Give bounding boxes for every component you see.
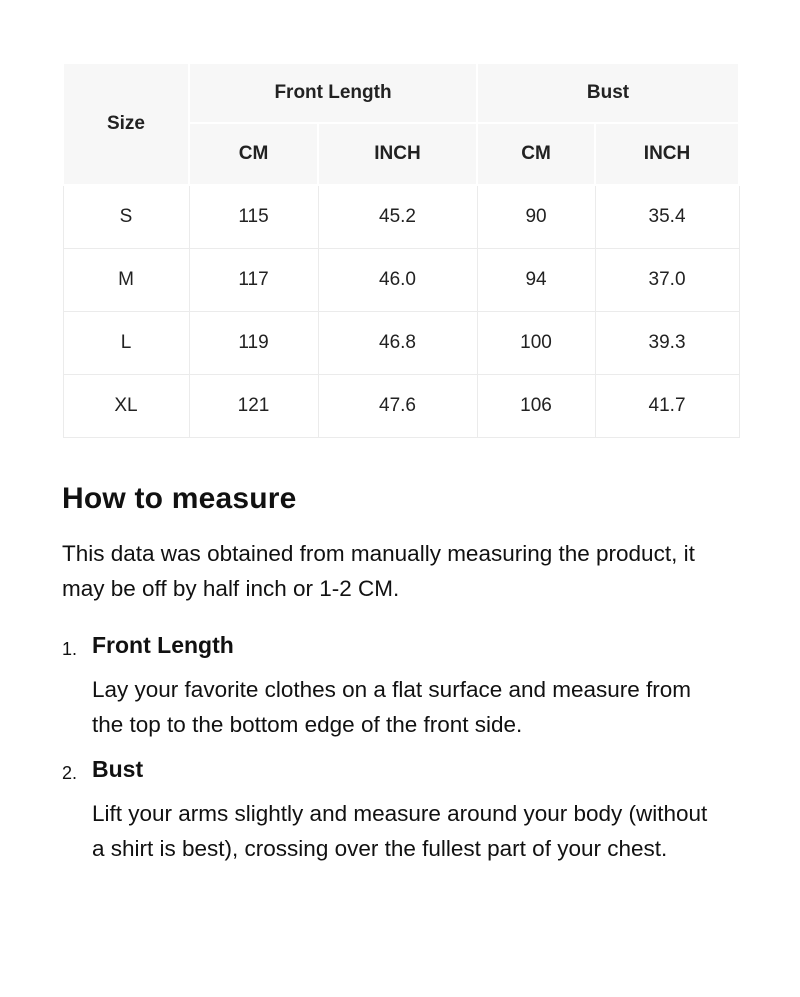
table-row-s [63, 185, 739, 248]
table-row-m [63, 248, 739, 311]
list-item-bust [62, 756, 738, 866]
size-chart-table [62, 62, 740, 438]
size-cell: XL [63, 374, 189, 437]
value-cell: 39.3 [595, 311, 739, 374]
how-to-measure-intro: This data was obtained from manually measuring the product, it may be off by half inch or 1-2 CM. [62, 540, 695, 601]
value-cell: 46.8 [318, 311, 477, 374]
step-body [92, 632, 738, 742]
size-cell: L [63, 311, 189, 374]
value-cell: 37.0 [595, 248, 739, 311]
measure-steps-list [62, 632, 738, 866]
column-group-front-length: Front Length [189, 63, 477, 123]
column-header-bust-cm: CM [477, 123, 595, 185]
column-header-front-cm: CM [189, 123, 318, 185]
value-cell: 41.7 [595, 374, 739, 437]
value-cell: 117 [189, 248, 318, 311]
step-title: Front Length [92, 631, 234, 658]
value-cell: 121 [189, 374, 318, 437]
list-item-front-length [62, 632, 738, 742]
step-body [92, 756, 738, 866]
value-cell: 100 [477, 311, 595, 374]
step-description: Lay your favorite clothes on a flat surface and measure from the top to the bottom edge of the front side. [92, 676, 692, 737]
size-cell: M [63, 248, 189, 311]
column-header-bust-inch: INCH [595, 123, 739, 185]
step-number: 1. [62, 638, 78, 659]
column-header-size: Size [63, 63, 189, 185]
column-header-front-inch: INCH [318, 123, 477, 185]
column-group-bust: Bust [477, 63, 739, 123]
value-cell: 106 [477, 374, 595, 437]
value-cell: 47.6 [318, 374, 477, 437]
size-cell: S [63, 185, 189, 248]
table-row-l [63, 311, 739, 374]
value-cell: 119 [189, 311, 318, 374]
step-title: Bust [92, 755, 144, 782]
value-cell: 115 [189, 185, 318, 248]
value-cell: 90 [477, 185, 595, 248]
step-number: 2. [62, 762, 78, 783]
step-description: Lift your arms slightly and measure around your body (without a shirt is best), crossing over the fullest part of your chest. [92, 800, 708, 861]
value-cell: 94 [477, 248, 595, 311]
value-cell: 45.2 [318, 185, 477, 248]
value-cell: 35.4 [595, 185, 739, 248]
how-to-measure-title: How to measure [62, 481, 297, 515]
table-row-xl [63, 374, 739, 437]
size-chart-body [63, 185, 739, 437]
value-cell: 46.0 [318, 248, 477, 311]
size-chart-header [63, 63, 739, 185]
